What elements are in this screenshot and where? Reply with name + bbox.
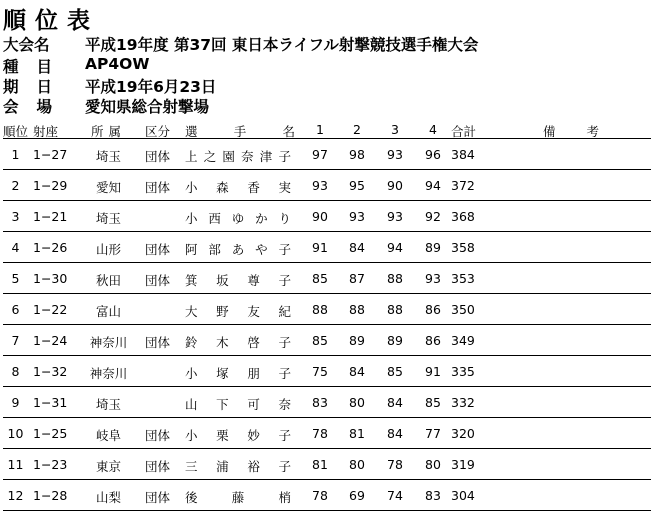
post-cell: 1−32 xyxy=(33,364,68,379)
athlete-name-char: 鈴 xyxy=(185,335,198,350)
affiliation-cell: 山梨 xyxy=(95,490,121,505)
event-label: 大会名 xyxy=(3,36,50,54)
table-row xyxy=(3,201,651,232)
athlete-name xyxy=(185,302,291,320)
category-cell: 団体 xyxy=(145,273,171,288)
series-2-cell: 87 xyxy=(349,271,365,286)
rank-cell: 11 xyxy=(7,457,24,472)
athlete-name-char: 子 xyxy=(278,366,291,381)
series-1-cell: 81 xyxy=(312,457,328,472)
athlete-name-char: 奈 xyxy=(278,397,291,412)
series-3-cell: 89 xyxy=(387,333,403,348)
table-row xyxy=(3,325,651,356)
series-3-cell: 88 xyxy=(387,302,403,317)
rank-cell: 8 xyxy=(11,364,20,379)
series-3-header: 3 xyxy=(391,122,399,137)
affiliation-cell: 埼玉 xyxy=(95,397,121,412)
affiliation-cell: 秋田 xyxy=(95,273,121,288)
athlete-name-char: 香 xyxy=(247,180,260,195)
athlete-name-char: 津 xyxy=(259,149,273,164)
remarks-header xyxy=(543,122,599,140)
athlete-name-char: 小 xyxy=(185,366,198,381)
post-header: 射座 xyxy=(33,124,59,139)
page-title: 順位表 xyxy=(3,8,99,34)
post-cell: 1−29 xyxy=(33,178,68,193)
post-cell: 1−30 xyxy=(33,271,68,286)
rank-cell: 6 xyxy=(11,302,20,317)
athlete-name-char: 尊 xyxy=(247,273,260,288)
series-1-cell: 97 xyxy=(312,147,328,162)
post-cell: 1−23 xyxy=(33,457,68,472)
athlete-name-char: 実 xyxy=(278,180,291,195)
athlete-name-char: や xyxy=(255,242,268,257)
total-cell: 332 xyxy=(451,395,475,410)
series-1-cell: 85 xyxy=(312,333,328,348)
affiliation-cell: 埼玉 xyxy=(95,149,121,164)
athlete-name-char: 野 xyxy=(216,304,229,319)
series-3-cell: 90 xyxy=(387,178,403,193)
athlete-name-char: 子 xyxy=(278,149,291,164)
series-2-cell: 95 xyxy=(349,178,365,193)
post-cell: 1−26 xyxy=(33,240,68,255)
athlete-name xyxy=(185,147,291,165)
post-cell: 1−25 xyxy=(33,426,68,441)
total-cell: 304 xyxy=(451,488,475,503)
series-4-cell: 91 xyxy=(425,364,441,379)
athlete-name xyxy=(185,209,291,227)
rank-cell: 2 xyxy=(11,178,20,193)
athlete-name-char: か xyxy=(255,211,268,226)
athlete-name xyxy=(185,426,291,444)
rank-cell: 3 xyxy=(11,209,20,224)
athlete-name-char: 三 xyxy=(185,459,198,474)
table-row xyxy=(3,170,651,201)
affiliation-cell: 神奈川 xyxy=(89,366,128,381)
series-3-cell: 78 xyxy=(387,457,403,472)
athlete-name-char: 朋 xyxy=(247,366,260,381)
total-cell: 335 xyxy=(451,364,475,379)
athlete-name-char: 木 xyxy=(216,335,229,350)
affiliation-cell: 埼玉 xyxy=(95,211,121,226)
athlete-name xyxy=(185,271,291,289)
series-4-cell: 80 xyxy=(425,457,441,472)
series-3-cell: 84 xyxy=(387,395,403,410)
athlete-name-char: 後 xyxy=(185,490,198,505)
series-1-cell: 90 xyxy=(312,209,328,224)
affiliation-cell: 富山 xyxy=(95,304,121,319)
name-header xyxy=(185,122,295,140)
table-row xyxy=(3,387,651,418)
post-cell: 1−31 xyxy=(33,395,68,410)
athlete-name-char: 大 xyxy=(185,304,198,319)
category-cell: 団体 xyxy=(145,459,171,474)
athlete-name-char: 子 xyxy=(278,273,291,288)
total-cell: 349 xyxy=(451,333,475,348)
rank-header: 順位 xyxy=(3,124,29,139)
post-cell: 1−21 xyxy=(33,209,68,224)
athlete-name-char: ゆ xyxy=(231,211,245,226)
table-row xyxy=(3,480,651,511)
rank-cell: 5 xyxy=(11,271,20,286)
athlete-name-char: 妙 xyxy=(247,428,260,443)
remarks-header-char: 考 xyxy=(586,124,599,139)
series-3-cell: 88 xyxy=(387,271,403,286)
rank-cell: 4 xyxy=(11,240,20,255)
total-cell: 372 xyxy=(451,178,475,193)
athlete-name-char: 塚 xyxy=(216,366,229,381)
athlete-name-char: 小 xyxy=(185,428,198,443)
rank-cell: 10 xyxy=(7,426,24,441)
name-header-char: 名 xyxy=(282,124,295,139)
series-4-cell: 96 xyxy=(425,147,441,162)
category-cell: 団体 xyxy=(145,335,171,350)
rank-cell: 12 xyxy=(7,488,24,503)
category-cell: 団体 xyxy=(145,180,171,195)
table-row xyxy=(3,139,651,170)
series-2-cell: 81 xyxy=(349,426,365,441)
table-row xyxy=(3,232,651,263)
series-4-cell: 89 xyxy=(425,240,441,255)
athlete-name-char: り xyxy=(278,211,291,226)
series-2-cell: 93 xyxy=(349,209,365,224)
athlete-name-char: 山 xyxy=(185,397,198,412)
total-header: 合計 xyxy=(451,124,477,139)
table-row xyxy=(3,449,651,480)
athlete-name-char: 友 xyxy=(247,304,260,319)
athlete-name-char: 小 xyxy=(185,211,198,226)
category-header: 区分 xyxy=(145,124,171,139)
athlete-name-char: 箕 xyxy=(185,273,198,288)
category-cell: 団体 xyxy=(145,149,171,164)
series-3-cell: 74 xyxy=(387,488,403,503)
post-cell: 1−22 xyxy=(33,302,68,317)
series-4-cell: 77 xyxy=(425,426,441,441)
series-1-cell: 85 xyxy=(312,271,328,286)
table-header xyxy=(3,120,651,139)
series-4-header: 4 xyxy=(429,122,437,137)
athlete-name-char: 紀 xyxy=(278,304,291,319)
athlete-name xyxy=(185,364,291,382)
athlete-name-char: 栗 xyxy=(216,428,229,443)
series-3-cell: 94 xyxy=(387,240,403,255)
series-2-cell: 88 xyxy=(349,302,365,317)
remarks-header-char: 備 xyxy=(543,124,556,139)
athlete-name xyxy=(185,457,291,475)
athlete-name-char: 藤 xyxy=(231,490,245,505)
athlete-name-char: 子 xyxy=(278,459,291,474)
athlete-name-char: 梢 xyxy=(278,490,291,505)
athlete-name-char: 森 xyxy=(216,180,229,195)
series-4-cell: 92 xyxy=(425,209,441,224)
affiliation-cell: 神奈川 xyxy=(89,335,128,350)
series-4-cell: 86 xyxy=(425,333,441,348)
athlete-name-char: 上 xyxy=(185,149,198,164)
series-3-cell: 93 xyxy=(387,147,403,162)
series-4-cell: 85 xyxy=(425,395,441,410)
series-1-header: 1 xyxy=(316,122,324,137)
athlete-name-char: 可 xyxy=(247,397,260,412)
affiliation-cell: 東京 xyxy=(95,459,121,474)
athlete-name-char: 裕 xyxy=(247,459,260,474)
athlete-name-char: 園 xyxy=(222,149,235,164)
athlete-name-char: 子 xyxy=(278,242,291,257)
venue-value: 愛知県総合射撃場 xyxy=(85,98,210,116)
date-label: 期日 xyxy=(3,78,71,96)
total-cell: 353 xyxy=(451,271,475,286)
post-cell: 1−27 xyxy=(33,147,68,162)
series-4-cell: 86 xyxy=(425,302,441,317)
total-cell: 384 xyxy=(451,147,475,162)
post-cell: 1−24 xyxy=(33,333,68,348)
series-3-cell: 84 xyxy=(387,426,403,441)
series-1-cell: 91 xyxy=(312,240,328,255)
affiliation-cell: 山形 xyxy=(95,242,121,257)
series-1-cell: 88 xyxy=(312,302,328,317)
athlete-name-char: 之 xyxy=(203,149,217,164)
table-row xyxy=(3,418,651,449)
athlete-name-char: 子 xyxy=(278,428,291,443)
series-2-cell: 80 xyxy=(349,457,365,472)
athlete-name-char: 小 xyxy=(185,180,198,195)
category-cell: 団体 xyxy=(145,428,171,443)
athlete-name-char: 下 xyxy=(216,397,229,412)
athlete-name-char: 浦 xyxy=(216,459,229,474)
athlete-name-char: 啓 xyxy=(247,335,260,350)
total-cell: 368 xyxy=(451,209,475,224)
athlete-name-char: 奈 xyxy=(241,149,254,164)
athlete-name xyxy=(185,395,291,413)
table-row xyxy=(3,294,651,325)
table-row xyxy=(3,356,651,387)
athlete-name-char: 坂 xyxy=(216,273,229,288)
series-1-cell: 83 xyxy=(312,395,328,410)
type-label: 種目 xyxy=(3,58,71,76)
series-2-cell: 80 xyxy=(349,395,365,410)
athlete-name-char: 部 xyxy=(208,242,221,257)
total-cell: 319 xyxy=(451,457,475,472)
series-2-cell: 89 xyxy=(349,333,365,348)
rank-cell: 7 xyxy=(11,333,20,348)
post-cell: 1−28 xyxy=(33,488,68,503)
total-cell: 350 xyxy=(451,302,475,317)
series-3-cell: 93 xyxy=(387,209,403,224)
series-1-cell: 93 xyxy=(312,178,328,193)
athlete-name-char: あ xyxy=(231,242,245,257)
series-2-cell: 69 xyxy=(349,488,365,503)
affiliation-cell: 岐阜 xyxy=(95,428,121,443)
series-2-cell: 84 xyxy=(349,364,365,379)
series-3-cell: 85 xyxy=(387,364,403,379)
athlete-name xyxy=(185,178,291,196)
athlete-name xyxy=(185,333,291,351)
athlete-name-char: 西 xyxy=(208,211,221,226)
series-1-cell: 78 xyxy=(312,426,328,441)
total-cell: 358 xyxy=(451,240,475,255)
series-1-cell: 78 xyxy=(312,488,328,503)
total-cell: 320 xyxy=(451,426,475,441)
athlete-name xyxy=(185,488,291,506)
category-cell: 団体 xyxy=(145,242,171,257)
type-value: AP4OW xyxy=(85,55,150,73)
series-4-cell: 93 xyxy=(425,271,441,286)
name-header-char: 選 xyxy=(185,124,198,139)
series-2-cell: 84 xyxy=(349,240,365,255)
athlete-name-char: 子 xyxy=(278,335,291,350)
series-2-header: 2 xyxy=(353,122,361,137)
rank-cell: 9 xyxy=(11,395,20,410)
series-2-cell: 98 xyxy=(349,147,365,162)
table-row xyxy=(3,263,651,294)
date-value: 平成19年6月23日 xyxy=(85,78,217,96)
series-4-cell: 94 xyxy=(425,178,441,193)
rank-cell: 1 xyxy=(11,147,20,162)
affiliation-header: 所属 xyxy=(90,124,126,139)
series-1-cell: 75 xyxy=(312,364,328,379)
category-cell: 団体 xyxy=(145,490,171,505)
event-value: 平成19年度 第37回 東日本ライフル射撃競技選手権大会 xyxy=(85,36,479,54)
venue-label: 会場 xyxy=(3,98,71,116)
name-header-char: 手 xyxy=(233,124,247,139)
series-4-cell: 83 xyxy=(425,488,441,503)
athlete-name-char: 阿 xyxy=(185,242,198,257)
affiliation-cell: 愛知 xyxy=(95,180,121,195)
athlete-name xyxy=(185,240,291,258)
